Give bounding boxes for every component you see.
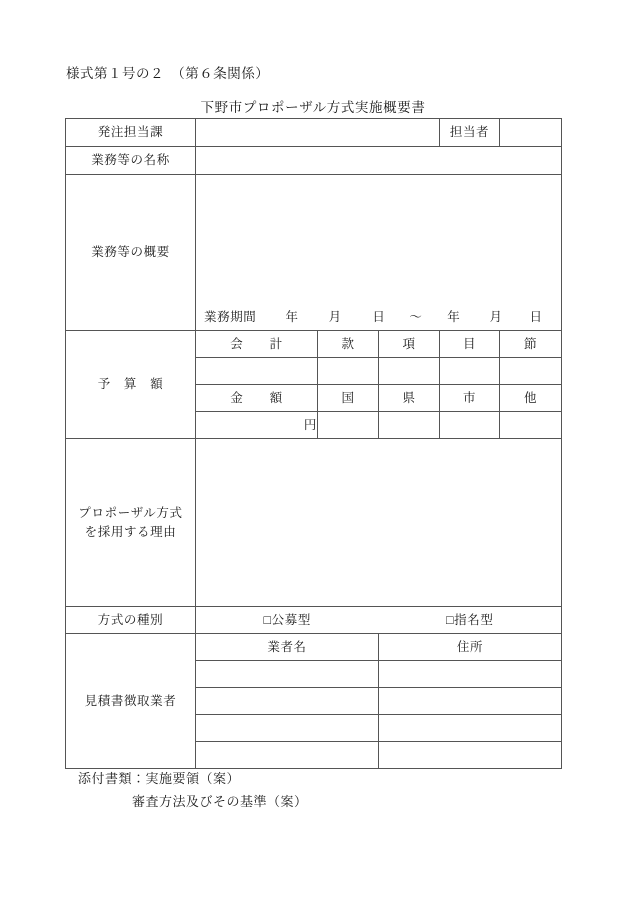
vendor-column-address: 住所: [379, 634, 562, 661]
reason-value[interactable]: [196, 439, 562, 607]
method-kind-option-designated[interactable]: [379, 611, 562, 629]
attachments-line-1: 添付書類：実施要領（案）: [78, 771, 241, 786]
budget-amount-koku[interactable]: [318, 412, 379, 439]
budget-value-kan[interactable]: [318, 358, 379, 385]
reason-label: [66, 439, 196, 607]
vendors-label: 見積書徴取業者: [66, 634, 196, 769]
method-kind-option-designated-label: 指名型: [454, 612, 494, 627]
budget-column-ko: 項: [379, 331, 440, 358]
attachments-line-2: 審査方法及びその基準（案）: [132, 793, 308, 809]
person-in-charge-value[interactable]: [500, 119, 562, 147]
department-label: 発注担当課: [66, 119, 196, 147]
business-outline-label: 業務等の概要: [66, 175, 196, 331]
business-name-label: 業務等の名称: [66, 147, 196, 175]
vendor-name-1[interactable]: [196, 661, 379, 688]
budget-column-kan: 款: [318, 331, 379, 358]
method-kind-option-open-label: 公募型: [271, 612, 311, 627]
budget-amount-unit[interactable]: 円: [196, 412, 318, 439]
budget-column-moku: 目: [440, 331, 500, 358]
vendor-address-1[interactable]: [379, 661, 562, 688]
budget-amount-header: 金 額: [196, 385, 318, 412]
business-name-value[interactable]: [196, 147, 562, 175]
period-end-year: 年: [447, 309, 461, 324]
vendor-address-3[interactable]: [379, 715, 562, 742]
form-number: 様式第１号の２ （第６条関係）: [66, 66, 270, 81]
period-start-day: 日: [372, 309, 386, 324]
budget-column-ken: 県: [379, 385, 440, 412]
budget-column-koku: 国: [318, 385, 379, 412]
table-row-method-kind: [66, 607, 562, 634]
budget-amount-ken[interactable]: [379, 412, 440, 439]
checkbox-designated-icon[interactable]: □: [446, 612, 455, 627]
vendor-name-2[interactable]: [196, 688, 379, 715]
vendor-name-4[interactable]: [196, 742, 379, 769]
vendor-column-name: 業者名: [196, 634, 379, 661]
budget-column-setsu: 節: [500, 331, 562, 358]
budget-value-setsu[interactable]: [500, 358, 562, 385]
vendor-name-3[interactable]: [196, 715, 379, 742]
reason-label-line2: を採用する理由: [84, 524, 177, 539]
budget-amount-shi[interactable]: [440, 412, 500, 439]
table-row-vendor-header: [66, 634, 562, 661]
period-end-month: 月: [489, 309, 503, 324]
department-value[interactable]: [196, 119, 440, 147]
table-row-reason: [66, 439, 562, 607]
table-row-business-outline: [66, 175, 562, 331]
attachments-note: [78, 768, 308, 814]
budget-amount-hoka[interactable]: [500, 412, 562, 439]
method-kind-label: 方式の種別: [66, 607, 196, 634]
table-row-business-name: [66, 147, 562, 175]
table-row-budget-account-header: [66, 331, 562, 358]
reason-label-line1: プロポーザル方式: [78, 506, 183, 521]
vendor-address-2[interactable]: [379, 688, 562, 715]
method-kind-options: [196, 607, 562, 634]
business-outline-value[interactable]: [196, 175, 562, 331]
table-row-department: [66, 119, 562, 147]
budget-account-name-value[interactable]: [196, 358, 318, 385]
checkbox-open-icon[interactable]: □: [263, 612, 272, 627]
budget-account-header: 会 計: [196, 331, 318, 358]
business-period-label: 業務期間: [204, 309, 257, 324]
budget-column-hoka: 他: [500, 385, 562, 412]
budget-value-ko[interactable]: [379, 358, 440, 385]
budget-column-shi: 市: [440, 385, 500, 412]
person-in-charge-label: 担当者: [440, 119, 500, 147]
period-start-month: 月: [328, 309, 342, 324]
business-period: [204, 308, 555, 326]
period-end-day: 日: [529, 309, 543, 324]
document-title: 下野市プロポーザル方式実施概要書: [200, 100, 426, 115]
budget-value-moku[interactable]: [440, 358, 500, 385]
proposal-summary-table: [65, 118, 562, 769]
period-separator: ～: [409, 309, 423, 324]
method-kind-option-open[interactable]: [196, 611, 379, 629]
budget-label: 予 算 額: [66, 331, 196, 439]
vendor-address-4[interactable]: [379, 742, 562, 769]
period-start-year: 年: [285, 309, 299, 324]
